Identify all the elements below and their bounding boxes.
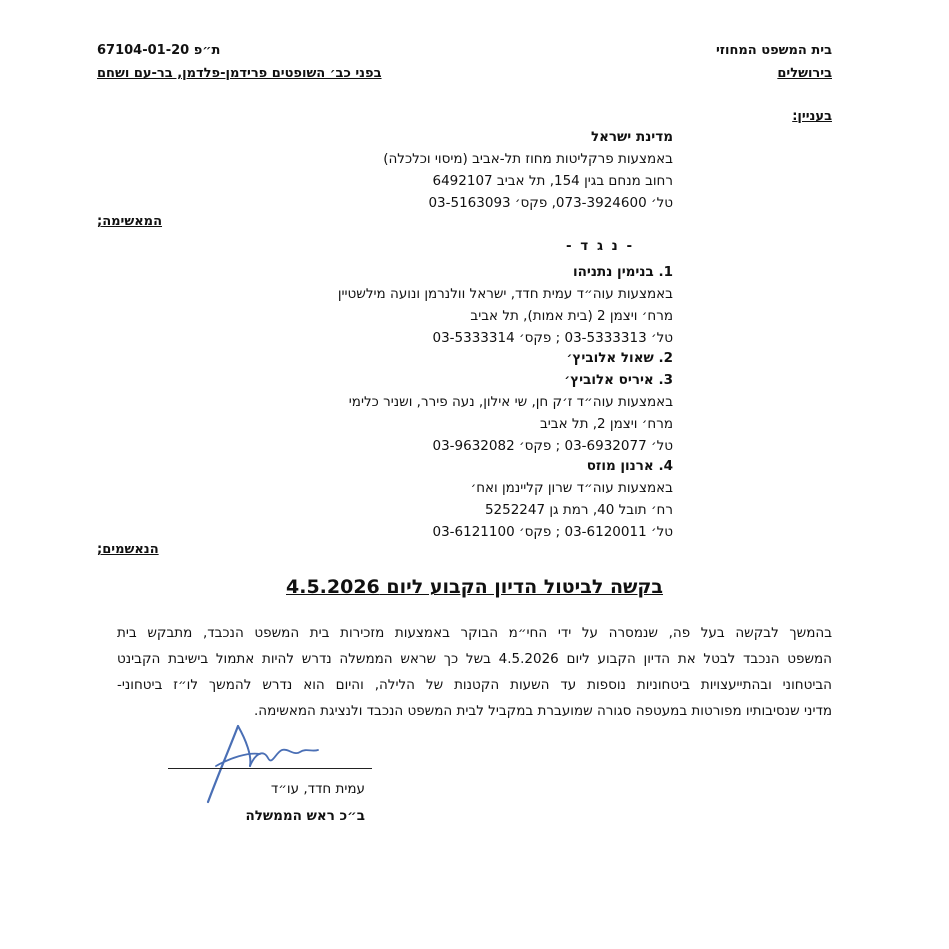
court-name: בית המשפט המחוזי bbox=[715, 43, 832, 58]
versus-separator: - נ ג ד - bbox=[566, 238, 635, 254]
defendant-line: באמצעות עוה״ד ז׳ק חן, שי אילון, נעה פירר, ושניר כלימי bbox=[348, 394, 673, 410]
body-line: בהמשך לבקשה בעל פה, שנמסרה על ידי החי״מ הבוקר באמצעות מזכירות בית המשפט הנכבד, מתבקש בית bbox=[117, 625, 832, 641]
defendant-line: טל׳ 03-5333313 ; פקס׳ 03-5333314 bbox=[432, 330, 673, 346]
defendant-line: רח׳ תובל 40, רמת גן 5252247 bbox=[484, 502, 673, 518]
defendant-line: טל׳ 03-6120011 ; פקס׳ 03-6121100 bbox=[432, 524, 673, 540]
signer-role: ב״כ ראש הממשלה bbox=[245, 808, 365, 824]
body-line: המשפט הנכבד לבטל את הדיון הקבוע ליום 4.5.2026 בשל כך שראש הממשלה נדרש להיות אתמול בישיבת הקבינט bbox=[117, 651, 833, 667]
defendant-name: 2. שאול אלוביץ׳ bbox=[566, 350, 673, 366]
defendants-role: הנאשמים; bbox=[97, 542, 159, 557]
court-location: בירושלים bbox=[777, 66, 832, 81]
prosecution-role: המאשימה; bbox=[97, 214, 163, 229]
defendant-line: באמצעות עוה״ד שרון קליינמן ואח׳ bbox=[470, 480, 673, 496]
handwritten-signature bbox=[190, 722, 350, 812]
prosecution-name: מדינת ישראל bbox=[590, 129, 673, 145]
prosecution-line: רחוב מנחם בגין 154, תל אביב 6492107 bbox=[432, 173, 673, 189]
prosecution-line: באמצעות פרקליטות מחוז תל-אביב (מיסוי וכלכלה) bbox=[383, 151, 673, 167]
document-title: בקשה לביטול הדיון הקבוע ליום 4.5.2026 bbox=[286, 576, 663, 598]
defendant-line: מרח׳ ויצמן 2, תל אביב bbox=[539, 416, 673, 432]
body-line: הביטחוני ובהתייעצויות ביטחוניות נוספות עד השעות הקטנות של הלילה, והיום הוא נדרש להמשך לו״ז ביטחוני- bbox=[117, 677, 832, 693]
matter-label: בעניין: bbox=[792, 109, 832, 124]
defendant-name: 1. בנימין נתניהו bbox=[573, 264, 673, 280]
signer-name: עמית חדד, עו״ד bbox=[270, 781, 365, 797]
prosecution-line: טל׳ 073-3924600, פקס׳ 03-5163093 bbox=[428, 195, 673, 211]
body-paragraph bbox=[117, 620, 832, 724]
defendant-name: 3. איריס אלוביץ׳ bbox=[564, 372, 673, 388]
body-line: מדיני שנסיבותיו מפורטות במעטפה סגורה שמועברת במקביל לבית המשפט הנכבד ולנציגת המאשימה. bbox=[253, 703, 832, 719]
case-number: ת״פ 67104-01-20 bbox=[97, 43, 221, 58]
defendant-line: באמצעות עוה״ד עמית חדד, ישראל וולנרמן ונועה מילשטיין bbox=[337, 286, 673, 302]
defendant-line: טל׳ 03-6932077 ; פקס׳ 03-9632082 bbox=[432, 438, 673, 454]
defendant-line: מרח׳ ויצמן 2 (בית אמות), תל אביב bbox=[470, 308, 673, 324]
defendant-name: 4. ארנון מוזס bbox=[586, 458, 673, 474]
judges-line: בפני כב׳ השופטים פרידמן-פלדמן, בר-עם ושחם bbox=[97, 66, 382, 81]
signature-line bbox=[168, 768, 372, 769]
